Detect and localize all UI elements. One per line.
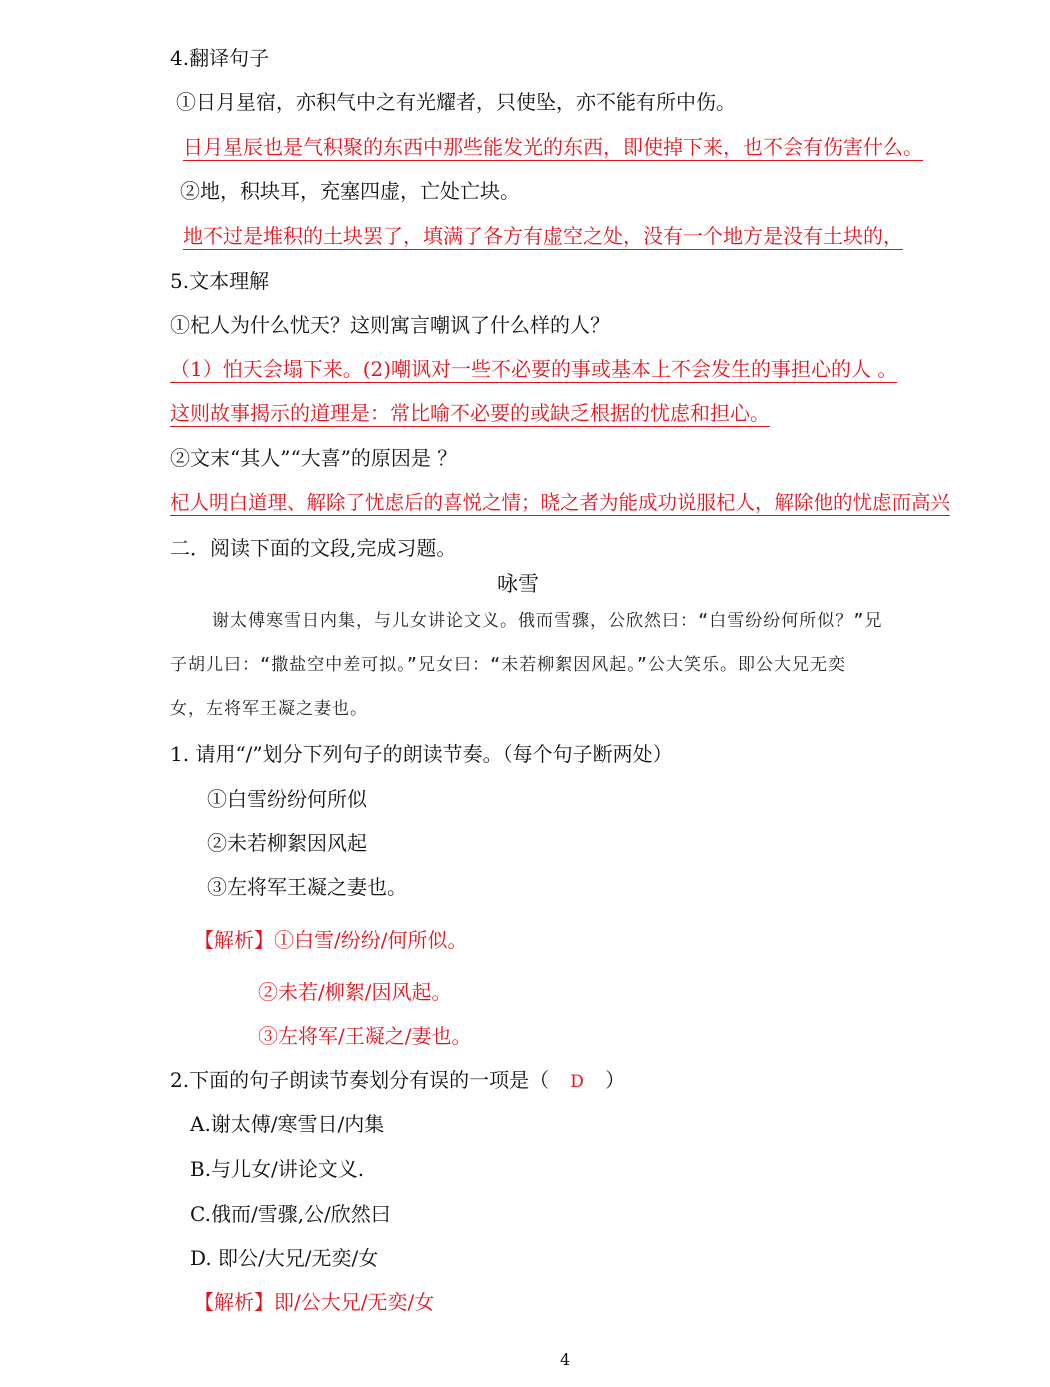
ex1-analysis-label: 【解析】 — [194, 928, 274, 952]
ex1-analysis-1 — [194, 926, 467, 954]
q5-question-2: ②文末“其人”“大喜”的原因是 ？ — [170, 446, 458, 470]
ex1-heading: 1. 请用“/”划分下列句子的朗读节奏。（每个句子断两处） — [170, 742, 673, 766]
ex1-analysis-3: ③左将军/王凝之/妻也。 — [258, 1024, 472, 1048]
ex1-item-3: ③左将军王凝之妻也。 — [207, 875, 407, 899]
ex2-option-d: D. 即公/大兄/无奕/女 — [190, 1246, 379, 1270]
passage-line-2: 子胡儿曰：“撒盐空中差可拟。”兄女曰：“未若柳絮因风起。”公大笑乐。即公大兄无奕 — [170, 655, 846, 675]
ex2-heading — [170, 1066, 625, 1096]
q4-sentence-2: ②地，积块耳，充塞四虚，亡处亡块。 — [180, 179, 520, 203]
ex2-option-b: B.与儿女/讲论文义. — [190, 1157, 365, 1181]
q4-answer-2-text: 地不过是堆积的土块罢了，填满了各方有虚空之处，没有一个地方是没有土块的， — [183, 224, 903, 248]
q5-question-1: ①杞人为什么忧天？这则寓言嘲讽了什么样的人？ — [170, 313, 610, 337]
ex1-analysis-2: ②未若/柳絮/因风起。 — [258, 980, 452, 1004]
q5-answer-1a — [170, 355, 897, 383]
q4-answer-1-text: 日月星辰也是气积聚的东西中那些能发光的东西，即使掉下来，也不会有伤害什么。 — [183, 135, 923, 159]
passage-line-1: 谢太傅寒雪日内集，与儿女讲论文义。俄而雪骤，公欣然曰：“白雪纷纷何所似？”兄 — [212, 611, 883, 631]
ex2-option-c: C.俄而/雪骤,公/欣然曰 — [190, 1202, 391, 1226]
ex2-close-paren: ） — [605, 1068, 626, 1092]
q5-answer-2 — [170, 489, 950, 517]
ex2-option-a: A.谢太傅/寒雪日/内集 — [190, 1112, 385, 1136]
q5-heading: 5.文本理解 — [170, 269, 270, 293]
q5-answer-2-text: 杞人明白道理、解除了忧虑后的喜悦之情；晓之者为能成功说服杞人，解除他的忧虑而高兴 — [170, 491, 951, 514]
q5-answer-1b — [170, 399, 770, 427]
q4-heading: 4.翻译句子 — [170, 46, 270, 70]
ex2-analysis — [194, 1288, 434, 1316]
ex2-analysis-label: 【解析】 — [194, 1290, 274, 1314]
part2-heading: 二．阅读下面的文段,完成习题。 — [170, 536, 457, 560]
ex1-item-1: ①白雪纷纷何所似 — [207, 787, 367, 811]
ex2-analysis-text: 即/公大兄/无奕/女 — [274, 1290, 435, 1314]
ex1-analysis-1-text: ①白雪/纷纷/何所似。 — [274, 928, 468, 952]
ex2-question-text: 2.下面的句子朗读节奏划分有误的一项是（ — [170, 1068, 550, 1092]
page-number: 4 — [560, 1350, 571, 1369]
q4-sentence-1: ①日月星宿，亦积气中之有光耀者，只使坠，亦不能有所中伤。 — [176, 90, 736, 114]
passage-title: 咏雪 — [497, 572, 539, 596]
q4-answer-1 — [183, 133, 923, 161]
q4-answer-2 — [183, 222, 903, 250]
passage-line-3: 女，左将军王凝之妻也。 — [170, 699, 368, 719]
ex2-answer: D — [570, 1072, 584, 1092]
q5-answer-1a-text: （1）怕天会塌下来。(2)嘲讽对一些不必要的事或基本上不会发生的事担心的人 。 — [170, 357, 898, 381]
q5-answer-1b-text: 这则故事揭示的道理是：常比喻不必要的或缺乏根据的忧虑和担心。 — [170, 401, 770, 425]
ex1-item-2: ②未若柳絮因风起 — [207, 831, 367, 855]
